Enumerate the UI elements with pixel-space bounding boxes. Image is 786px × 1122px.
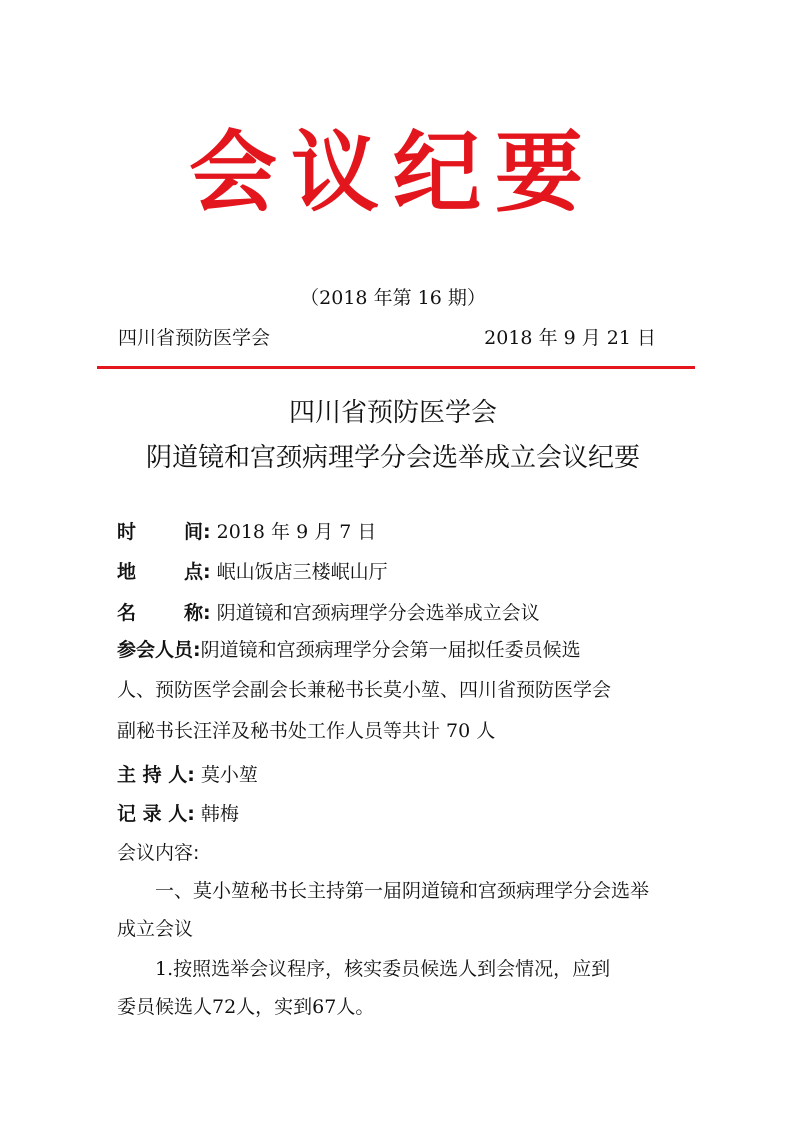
content-label: 会议内容: (117, 842, 200, 864)
recorder-value: 韩梅 (200, 803, 239, 825)
meta-time: 时 间 : 2018 年 9 月 7 日 (117, 517, 677, 547)
meta-host: 主 持 人: 莫小堃 (117, 760, 677, 790)
attendees-value-line3: 副秘书长汪洋及秘书处工作人员等共计 70 人 (117, 720, 496, 742)
meta-recorder: 记 录 人: 韩梅 (117, 799, 677, 829)
recorder-label: 记 录 人 (117, 803, 188, 825)
host-label: 主 持 人 (117, 764, 188, 786)
document-title-line1: 四川省预防医学会 (288, 398, 497, 428)
meta-attendees: 参会人员:阴道镜和宫颈病理学分会第一届拟任委员候选 (117, 635, 677, 665)
attendees-label: 参会人员 (117, 639, 194, 661)
meta-content (117, 838, 677, 868)
place-label: 地 点 (117, 561, 203, 583)
attendees-value-line2: 人、预防医学会副会长兼秘书长莫小堃、四川省预防医学会 (117, 679, 612, 701)
issue-number: （2018 年第 16 期） (300, 287, 486, 309)
host-value: 莫小堃 (200, 764, 258, 786)
item1-line1: 1.按照选举会议程序，核实委员候选人到会情况，应到 (155, 958, 611, 980)
attendees-value-line1: 阴道镜和宫颈病理学分会第一届拟任委员候选 (200, 639, 581, 661)
red-divider-rule (97, 366, 695, 369)
time-label: 时 间 (117, 521, 203, 543)
meta-place: 地 点 : 岷山饭店三楼岷山厅 (117, 557, 677, 587)
issue-date: 2018 年 9 月 21 日 (484, 327, 656, 349)
document-title-line2: 阴道镜和宫颈病理学分会选举成立会议纪要 (145, 443, 640, 473)
item1-line2: 委员候选人72人，实到67人。 (117, 996, 375, 1018)
masthead-title: 会议纪要 (188, 121, 597, 224)
name-label: 名 称 (117, 602, 203, 624)
section1-heading-line2: 成立会议 (117, 918, 194, 940)
time-value: 2018 年 9 月 7 日 (216, 521, 377, 543)
issuing-organization: 四川省预防医学会 (118, 327, 271, 349)
place-value: 岷山饭店三楼岷山厅 (216, 561, 388, 583)
meta-name: 名 称 : 阴道镜和宫颈病理学分会选举成立会议 (117, 598, 677, 628)
section1-heading-line1: 一、莫小堃秘书长主持第一届阴道镜和宫颈病理学分会选举 (155, 880, 650, 902)
name-value: 阴道镜和宫颈病理学分会选举成立会议 (216, 602, 540, 624)
